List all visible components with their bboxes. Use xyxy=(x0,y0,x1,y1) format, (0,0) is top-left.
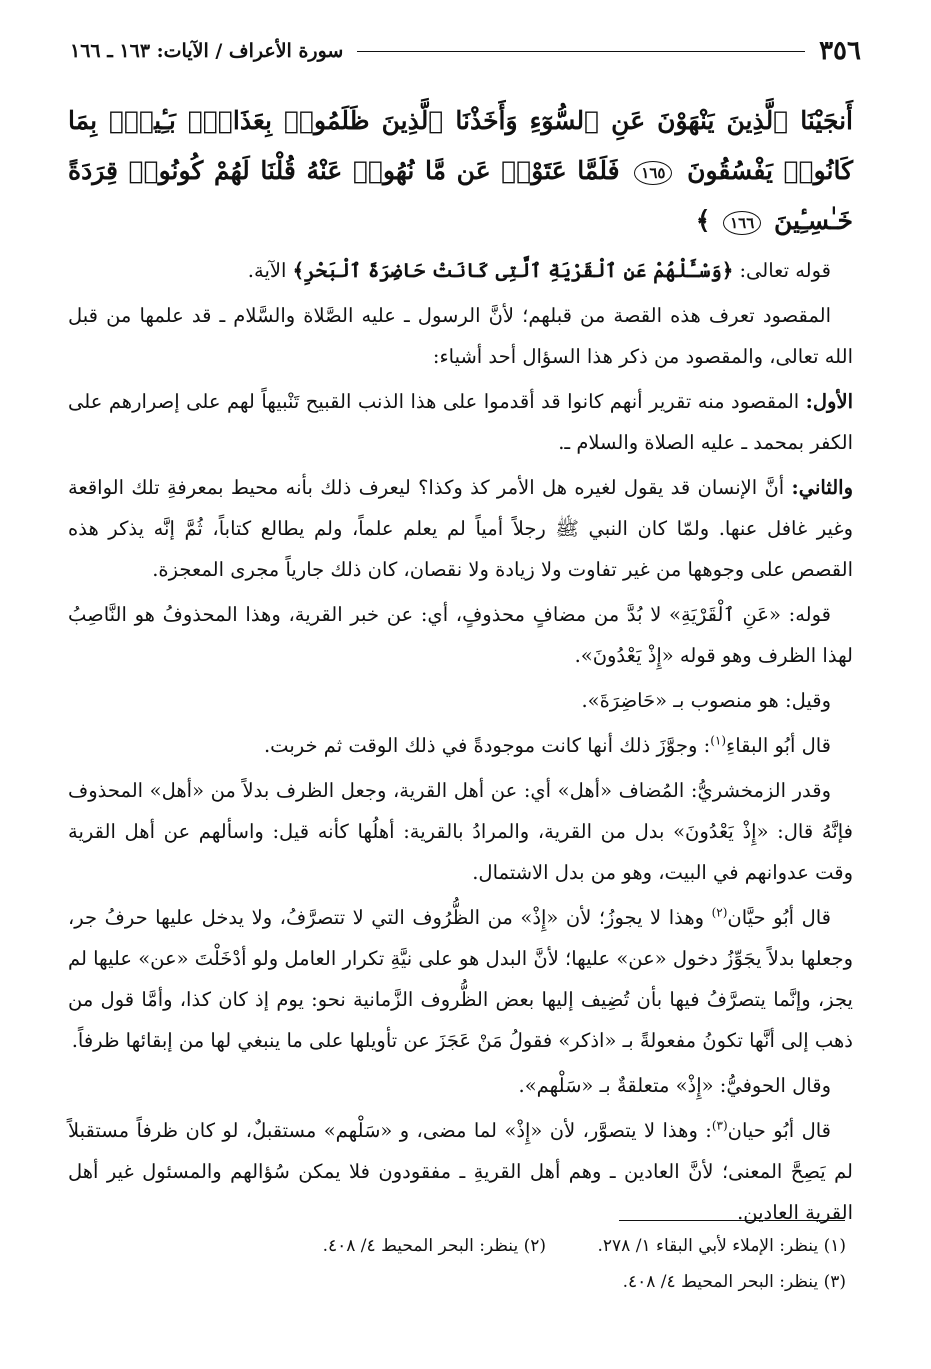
verse-number-mark-166: ١٦٦ xyxy=(723,211,761,235)
verse-text-166: فَلَمَّا عَتَوْا۟ عَن مَّا نُهُوا۟ عَنْهُ قُلْنَا لَهُمْ كُونُوا۟ قِرَدَةً خَـٰسِـِٔينَ xyxy=(68,156,853,235)
paragraph-text: قال أبُو حيَّان xyxy=(727,906,831,929)
verse-close-bracket: ﴾ xyxy=(695,206,711,235)
footnote-row xyxy=(150,1264,846,1300)
paragraph: قوله: «عَنِ ٱلْقَرْيَةِ» لا بُدَّ من مضافٍ محذوفٍ، أي: عن خبر القرية، وهذا المحذوفُ هو النَّاصِبُ لهذا الظرف وهو قوله «إِذْ يَعْدُونَ». xyxy=(68,603,853,667)
footnote-2: (٢) ينظر: البحر المحيط ٤/ ٤٠٨. xyxy=(322,1236,546,1256)
paragraph-with-footnote xyxy=(68,1110,853,1233)
footnotes xyxy=(150,1228,846,1300)
paragraph-with-footnote xyxy=(68,725,853,766)
page-body xyxy=(68,96,853,1224)
footnote-ref-2: (٢) xyxy=(711,905,728,920)
quran-quote: ﴿وَسْـَٔلْهُمْ عَنِ ٱلْقَرْيَةِ ٱلَّتِى كَانَتْ حَاضِرَةَ ٱلْبَحْرِ﴾ xyxy=(292,259,734,282)
footnote-3: (٣) ينظر: البحر المحيط ٤/ ٤٠٨. xyxy=(622,1272,846,1292)
paragraph-lead: الأول: xyxy=(805,390,853,413)
paragraph-quote xyxy=(68,250,853,291)
paragraph-text: المقصود منه تقرير أنهم كانوا قد أقدموا على هذا الذنب القبيح تَنْبيهاً لهم على إصرارهم على الكفر بمحمد ـ عليه الصلاة والسلام ـ. xyxy=(68,390,853,454)
verse-text-165: أَنجَيْنَا ٱلَّذِينَ يَنْهَوْنَ عَنِ ٱلسُّوٓءِ وَأَخَذْنَا ٱلَّذِينَ ظَلَمُوا۟ بِعَذَابٍۭ بَـِٔيسٍۭ بِمَا كَانُوا۟ يَفْسُقُونَ xyxy=(68,106,853,185)
paragraph-text: : وهذا لا يتصوَّر، لأن «إِذْ» لما مضى، و «سَلْهم» مستقبلٌ، لو كان ظرفاً مستقبلاً لم يَصِحَّ المعنى؛ لأنَّ العادين ـ وهم أهل القريةِ ـ مفقودون فلا يمكن سُؤالهم والمسئول غير أهل القرية العادين. xyxy=(68,1119,853,1224)
page-header xyxy=(70,34,861,68)
footnote-ref-3: (٣) xyxy=(711,1118,728,1133)
paragraph-text: قال أبُو حيان xyxy=(727,1119,831,1142)
paragraph-text: : وجوَّزَ ذلك أنها كانت موجودةً في ذلك الوقت ثم خربت. xyxy=(263,734,711,757)
header-rule xyxy=(357,51,805,52)
paragraph-text: الآية. xyxy=(247,259,293,282)
footnote-separator xyxy=(619,1220,845,1221)
paragraph-first xyxy=(68,381,853,463)
paragraph: وقال الحوفيُّ: «إِذْ» متعلقةٌ بـ «سَلْهم». xyxy=(518,1074,831,1097)
quran-verse-block xyxy=(68,96,853,246)
paragraph-text: أنَّ الإنسان قد يقول لغيره هل الأمر كذ وكذا؟ ليعرف ذلك بأنه محيط بمعرفةِ تلك الواقعة وغير غافل عنها. ولمّا كان النبي ﷺ رجلاً أمياً لم يعلم علماً، ولم يطالع كتاباً، ثُمَّ إنَّه يذكر هذه القصص على وجوهها من غير تفاوت ولا زيادة ولا نقصان، كان ذلك جارياً مجرى المعجزة. xyxy=(68,476,853,581)
paragraph: المقصود تعرف هذه القصة من قبلهم؛ لأنَّ الرسول ـ عليه الصَّلاة والسَّلام ـ قد علمها من قبل الله تعالى، والمقصود من ذكر هذا السؤال أحد أشياء: xyxy=(68,304,853,368)
footnote-ref-1: (١) xyxy=(710,733,727,748)
page-number: ٣٥٦ xyxy=(819,36,861,66)
footnote-1: (١) ينظر: الإملاء لأبي البقاء ١/ ٢٧٨. xyxy=(597,1236,846,1256)
paragraph-text: وهذا لا يجوزُ؛ لأن «إِذْ» من الظُّرُوف التي لا تتصرَّفُ، ولا يدخل عليها حرفُ جر، وجعلها بدلاً يجَوِّزُ دخول «عن» عليها؛ لأنَّ البدل هو على نيَّةِ تكرار العامل ولو أدْخَلْتَ «عن» عليها لم يجز، وإنَّما يتصرَّفُ فيها بأن تُضِيف إليها بعض الظُّروف الزَّمانية نحو: يوم إذ كان كذا، وأمَّا قول من ذهب إلى أنَّها تكونُ مفعولةً بـ «اذكر» فقولُ مَنْ عَجَزَ عن تأويلها على ما ينبغي لها من إبقائها ظرفاً. xyxy=(68,906,853,1052)
paragraph: وقيل: هو منصوب بـ «حَاضِرَةَ». xyxy=(581,689,831,712)
paragraph-lead: والثاني: xyxy=(791,476,853,499)
paragraph-text: قوله تعالى: xyxy=(733,259,831,282)
paragraph-text: قال أبُو البقاءِ xyxy=(726,734,831,757)
paragraph: وقدر الزمخشريُّ: المُضاف «أهل» أي: عن أهل القرية، وجعل الظرف بدلاً من «أهل» المحذوف فإنَّهُ قال: «إِذْ يَعْدُونَ» بدل من القرية، والمرادُ بالقرية: أهلُها كأنه قيل: واسألهم عن أهل القرية وقت عدوانهم في البيت، وهو من بدل الاشتمال. xyxy=(68,779,853,884)
footnote-row xyxy=(150,1228,846,1264)
verse-number-mark-165: ١٦٥ xyxy=(634,161,672,185)
running-title: سورة الأعراف / الآيات: ١٦٣ ـ ١٦٦ xyxy=(70,40,344,62)
paragraph-with-footnote xyxy=(68,897,853,1061)
paragraph-second xyxy=(68,467,853,590)
